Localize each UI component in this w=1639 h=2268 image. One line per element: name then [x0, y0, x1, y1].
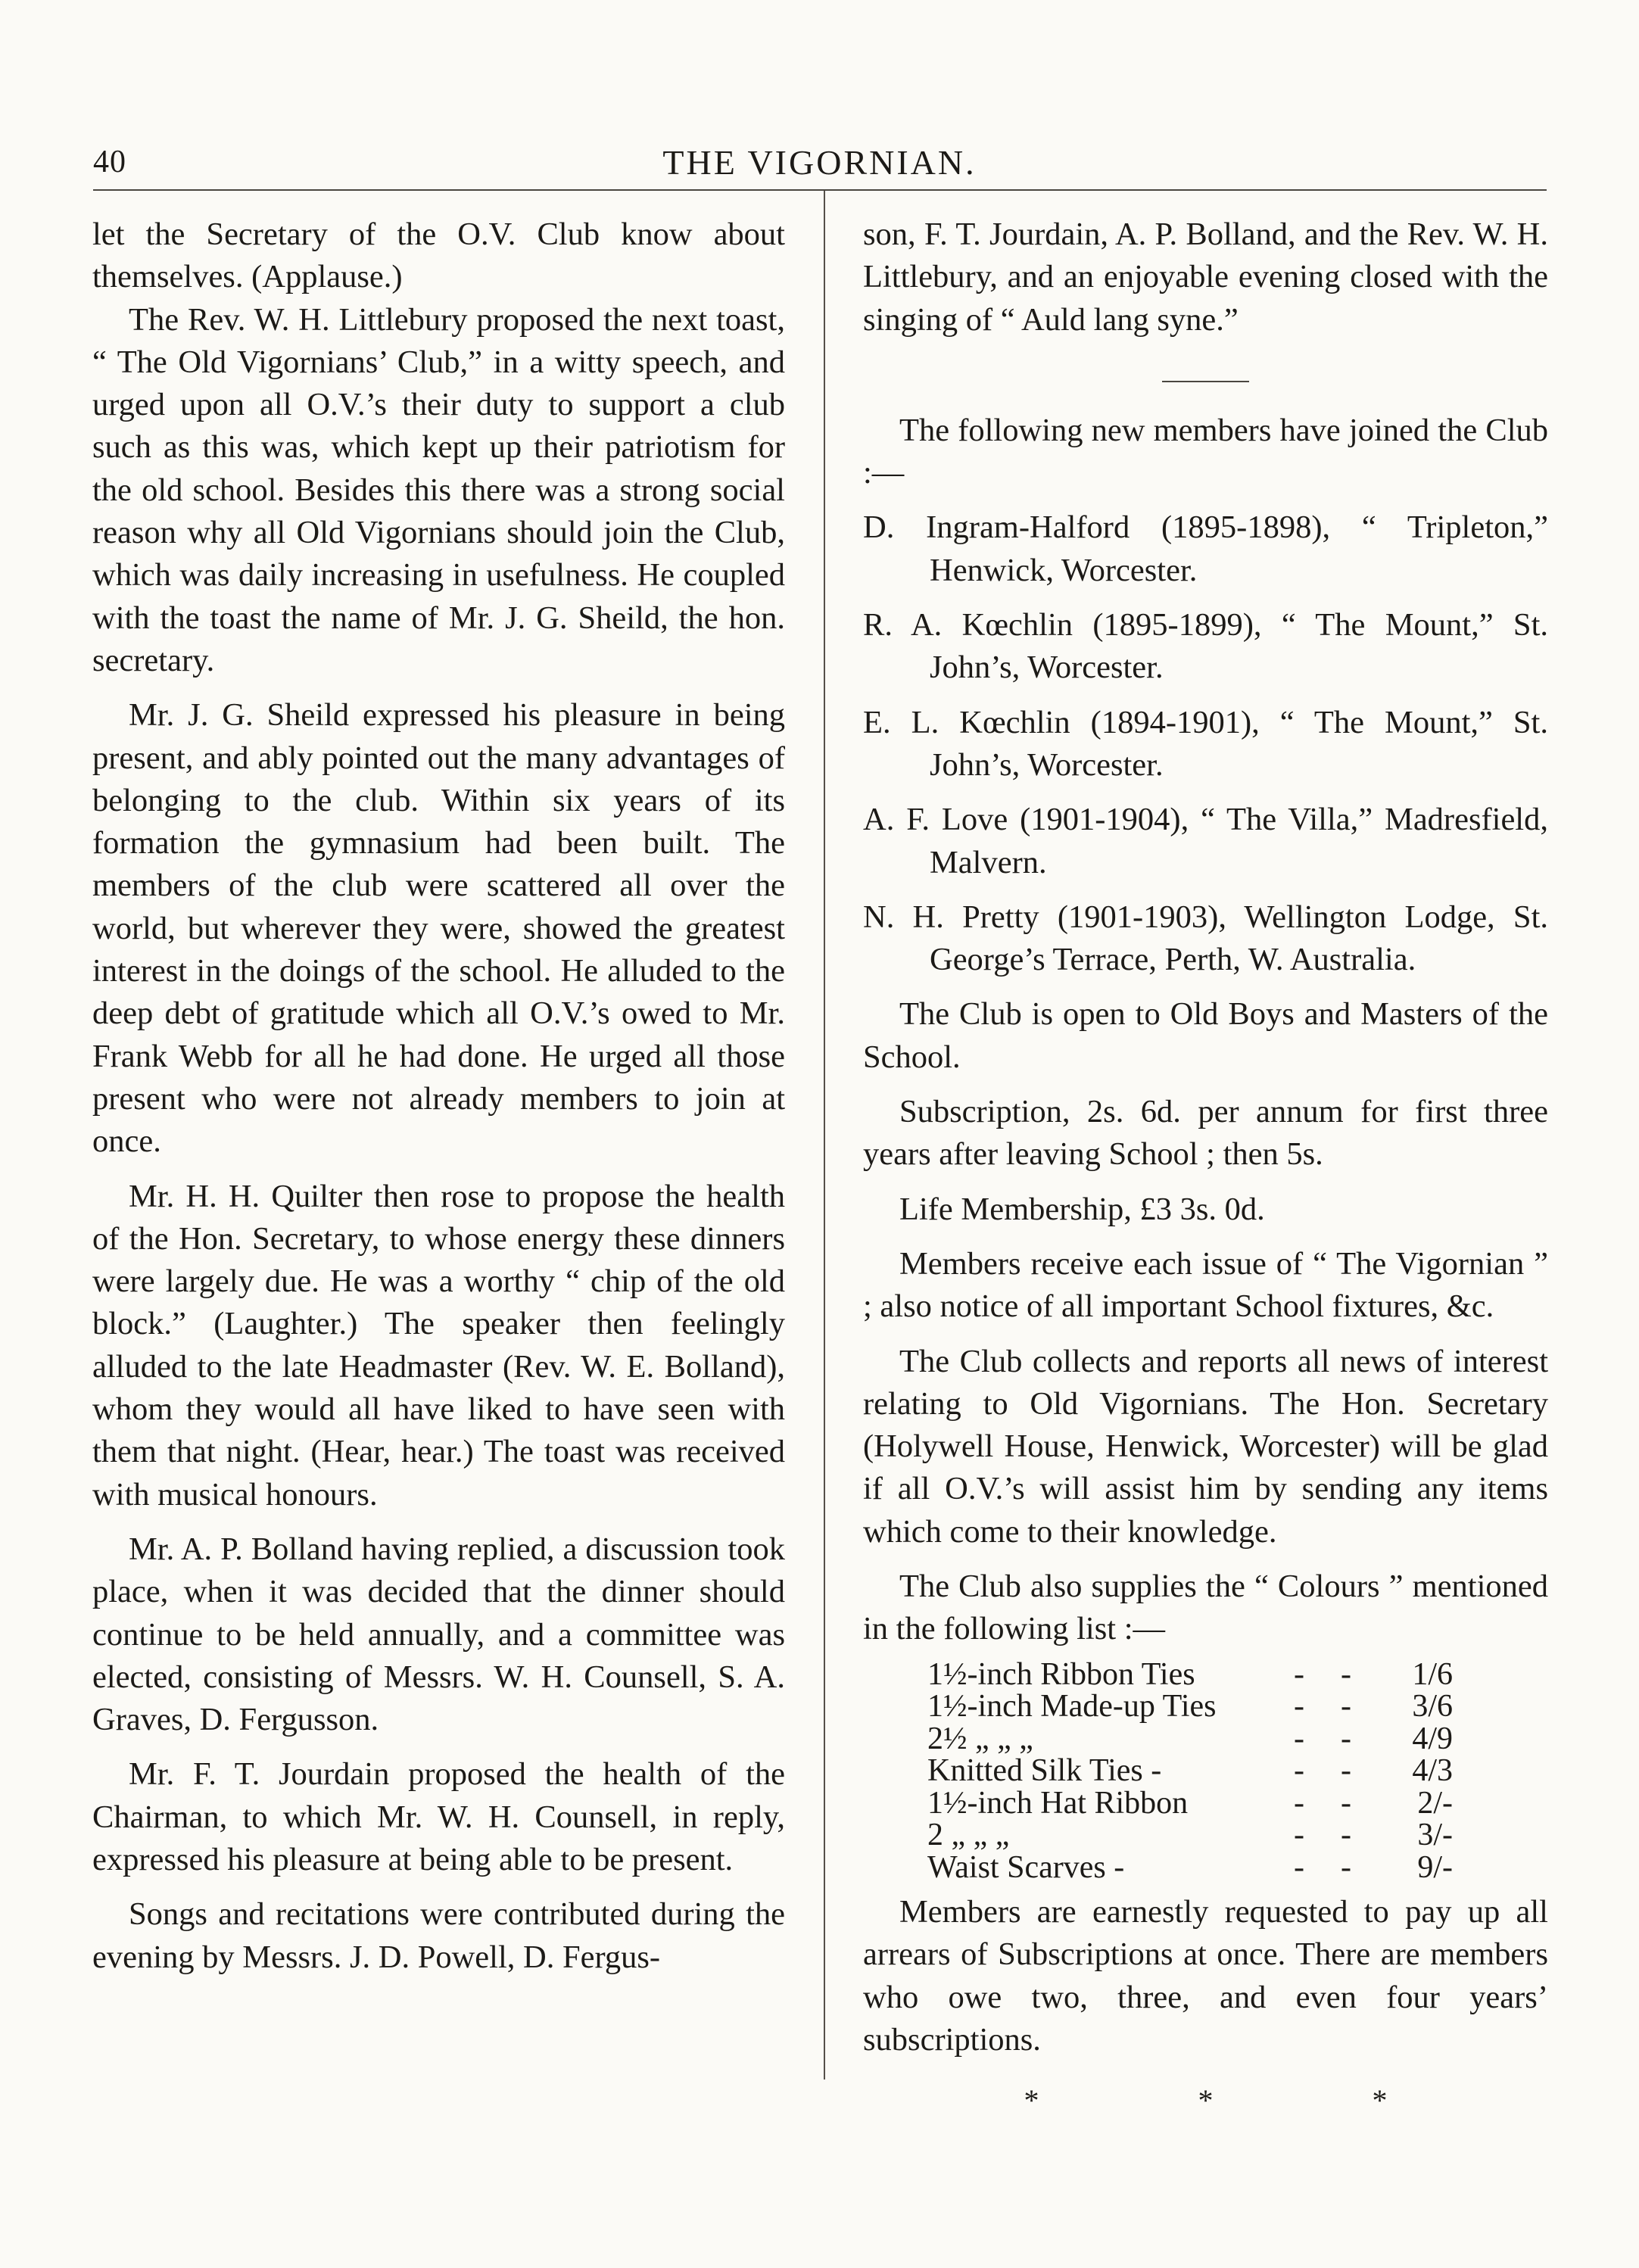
- price-value: 2/-: [1417, 1785, 1453, 1821]
- price-item: 2 „ „ „: [927, 1818, 1010, 1853]
- paragraph: Mr. F. T. Jourdain proposed the health of the Chairman, to which Mr. W. H. Counsell, in reply, expressed his pleasure at being able to be present.: [92, 1756, 785, 1877]
- paragraph: The Club is open to Old Boys and Masters of the School.: [863, 996, 1548, 1075]
- price-row: [927, 1659, 1453, 1691]
- price-item: 1½-inch Hat Ribbon: [927, 1785, 1189, 1821]
- member-entry: N. H. Pretty (1901-1903), Wellington Lodge, St. George’s Terrace, Perth, W. Australia.: [863, 899, 1548, 978]
- leader-dash: -: [1341, 1689, 1351, 1724]
- price-row: [927, 1852, 1453, 1884]
- paragraph: Mr. J. G. Sheild expressed his pleasure in being present, and ably pointed out the many advantages of belonging to the club. Within six years of its formation the gymnasium had been built. The members of the club were scattered all over the world, but wherever they were, showed the greatest interest in the doings of the school. He alluded to the deep debt of gratitude which all O.V.’s owed to Mr. Frank Webb for all he had done. He urged all those present who were not already members to join at once.: [92, 697, 785, 1160]
- price-item: 2½ „ „ „: [927, 1721, 1033, 1756]
- price-value: 3/-: [1417, 1818, 1453, 1853]
- paragraph: Life Membership, £3 3s. 0d.: [899, 1191, 1265, 1227]
- price-item: Waist Scarves -: [927, 1849, 1125, 1885]
- leader-dash: -: [1294, 1785, 1304, 1821]
- price-value: 1/6: [1412, 1656, 1453, 1692]
- leader-dash: -: [1294, 1849, 1304, 1885]
- section-separator: [1162, 381, 1249, 382]
- leader-dash: -: [1294, 1753, 1304, 1789]
- page-number: 40: [93, 145, 126, 179]
- price-row: [927, 1723, 1453, 1756]
- price-value: 9/-: [1417, 1849, 1453, 1885]
- leader-dash: -: [1294, 1721, 1304, 1756]
- price-row: [927, 1819, 1453, 1852]
- section-end-stars: * * *: [1024, 2083, 1463, 2118]
- paragraph: Subscription, 2s. 6d. per annum for first three years after leaving School ; then 5s.: [863, 1094, 1548, 1173]
- paragraph: Members receive each issue of “ The Vigornian ” ; also notice of all important School fixtures, &c.: [863, 1245, 1548, 1325]
- price-value: 3/6: [1412, 1689, 1453, 1724]
- leader-dash: -: [1341, 1785, 1351, 1821]
- header-rule: [93, 189, 1547, 191]
- price-row: [927, 1690, 1453, 1723]
- leader-dash: -: [1341, 1721, 1351, 1756]
- price-value: 4/3: [1412, 1753, 1453, 1789]
- paragraph: The Club collects and reports all news of interest relating to Old Vigornians. The Hon. Secretary (Holywell House, Henwick, Worcester) will be glad if all O.V.’s will assist him by sending any items which come to their knowledge.: [863, 1343, 1548, 1550]
- member-entry: A. F. Love (1901-1904), “ The Villa,” Madresfield, Malvern.: [863, 802, 1548, 880]
- leader-dash: -: [1341, 1753, 1351, 1789]
- member-entry: D. Ingram-Halford (1895-1898), “ Tripleton,” Henwick, Worcester.: [863, 509, 1548, 588]
- paragraph: son, F. T. Jourdain, A. P. Bolland, and the Rev. W. H. Littlebury, and an enjoyable evening closed with the singing of “ Auld lang syne.”: [863, 217, 1548, 338]
- paragraph: The Club also supplies the “ Colours ” mentioned in the following list :—: [863, 1569, 1548, 1647]
- price-item: 1½-inch Made-up Ties: [927, 1689, 1217, 1724]
- right-column: [863, 213, 1548, 2123]
- leader-dash: -: [1341, 1656, 1351, 1692]
- paragraph: Mr. H. H. Quilter then rose to propose the health of the Hon. Secretary, to whose energy these dinners were largely due. He was a worthy “ chip of the old block.” (Laughter.) The speaker then feelingly alluded to the late Headmaster (Rev. W. E. Bolland), whom they would all have liked to have seen with them that night. (Hear, hear.) The toast was received with musical honours.: [92, 1178, 785, 1513]
- leader-dash: -: [1294, 1656, 1304, 1692]
- member-entry: E. L. Kœchlin (1894-1901), “ The Mount,” St. John’s, Worcester.: [863, 704, 1548, 783]
- price-row: [927, 1755, 1453, 1787]
- new-members-intro: The following new members have joined the Club :—: [863, 412, 1548, 491]
- leader-dash: -: [1294, 1818, 1304, 1853]
- paragraph: Songs and recitations were contributed during the evening by Messrs. J. D. Powell, D. Fergus-: [92, 1896, 785, 1975]
- price-item: Knitted Silk Ties -: [927, 1753, 1162, 1789]
- colours-price-list: [927, 1656, 1453, 1885]
- paragraph: Mr. A. P. Bolland having replied, a discussion took place, when it was decided that the dinner should continue to be held annually, and a committee was elected, consisting of Messrs. W. H. Counsell, S. A. Graves, D. Fergusson.: [92, 1531, 785, 1738]
- paragraph: let the Secretary of the O.V. Club know about themselves. (Applause.): [92, 217, 785, 295]
- paragraph: The Rev. W. H. Littlebury proposed the next toast, “ The Old Vigornians’ Club,” in a witty speech, and urged upon all O.V.’s their duty to support a club such as this was, which kept up their patriotism for the old school. Besides this there was a strong social reason why all Old Vigornians should join the Club, which was daily increasing in usefulness. He coupled with the toast the name of Mr. J. G. Sheild, the hon. secretary.: [92, 301, 785, 678]
- leader-dash: -: [1341, 1849, 1351, 1885]
- price-item: 1½-inch Ribbon Ties: [927, 1656, 1195, 1692]
- member-entry: R. A. Kœchlin (1895-1899), “ The Mount,” St. John’s, Worcester.: [863, 607, 1548, 686]
- leader-dash: -: [1294, 1689, 1304, 1724]
- running-title: THE VIGORNIAN.: [662, 143, 977, 182]
- price-value: 4/9: [1412, 1721, 1453, 1756]
- paragraph: Members are earnestly requested to pay up all arrears of Subscriptions at once. There are members who owe two, three, and even four years’ subscriptions.: [863, 1894, 1548, 2058]
- price-row: [927, 1787, 1453, 1820]
- left-column: [92, 213, 785, 1979]
- column-divider: [824, 191, 825, 2080]
- leader-dash: -: [1341, 1818, 1351, 1853]
